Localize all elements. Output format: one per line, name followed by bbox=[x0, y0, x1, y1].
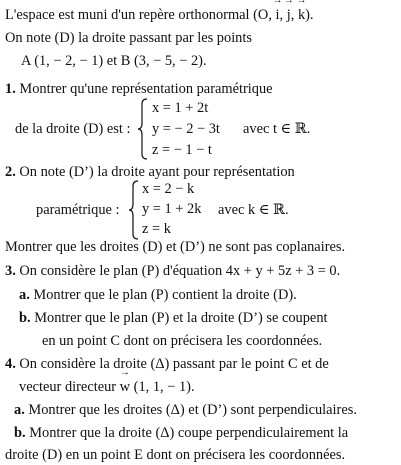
question-4-vector-coords: (1, 1, − 1). bbox=[130, 379, 195, 395]
vector-i: → i bbox=[276, 6, 280, 24]
intro-text: L'espace est muni d'un repère orthonormal (O, bbox=[5, 7, 276, 23]
question-4-text: On considère la droite (Δ) passant par le point C et de bbox=[15, 356, 329, 372]
question-2-line-1 bbox=[5, 163, 295, 181]
question-4-number: 4. bbox=[5, 356, 16, 372]
system-1-eq-y: y = − 2 − 3t bbox=[152, 121, 220, 137]
system-brace-1 bbox=[138, 98, 148, 160]
question-2-number: 2. bbox=[5, 164, 16, 180]
system-2-eq-z: z = k bbox=[142, 221, 171, 237]
question-3b-line-1 bbox=[19, 309, 328, 327]
question-3a-label: a. bbox=[19, 287, 30, 303]
question-4b-line-1 bbox=[14, 424, 348, 442]
intro-line-2: On note (D) la droite passant par les points bbox=[5, 30, 252, 46]
separator: , bbox=[279, 7, 287, 23]
question-3b-label: b. bbox=[19, 310, 31, 326]
system-2-eq-y: y = 1 + 2k bbox=[142, 201, 202, 217]
question-4a-label: a. bbox=[14, 402, 25, 418]
vector-j: → j bbox=[287, 6, 291, 24]
question-3-line-1 bbox=[5, 262, 340, 280]
question-3b-text: Montrer que le plan (P) et la droite (D’) se coupent bbox=[30, 310, 328, 326]
question-2-line-2: paramétrique : bbox=[36, 202, 120, 218]
intro-suffix: ). bbox=[305, 7, 314, 23]
question-4b-line-2: droite (D) en un point E dont on précisera les coordonnées. bbox=[5, 447, 346, 463]
intro-line-3: A (1, − 2, − 1) et B (3, − 5, − 2). bbox=[21, 53, 207, 69]
system-2-parameter: avec k ∈ ℝ. bbox=[218, 202, 289, 218]
system-brace-2 bbox=[129, 180, 139, 240]
question-4-vector-text: vecteur directeur bbox=[19, 379, 120, 395]
separator: , bbox=[290, 7, 298, 23]
question-1-text: Montrer qu'une représentation paramétrique bbox=[15, 81, 273, 97]
question-4b-label: b. bbox=[14, 425, 26, 441]
question-2-line-3: Montrer que les droites (D) et (D’) ne sont pas coplanaires. bbox=[5, 239, 346, 255]
question-4-line-1 bbox=[5, 355, 329, 373]
system-2-eq-x: x = 2 − k bbox=[142, 181, 195, 197]
question-1-line-2: de la droite (D) est : bbox=[15, 121, 131, 137]
question-3a-text: Montrer que le plan (P) contient la droite (D). bbox=[29, 287, 297, 303]
question-2-text: On note (D’) la droite ayant pour représentation bbox=[15, 164, 295, 180]
question-3-number: 3. bbox=[5, 263, 16, 279]
question-4-line-2 bbox=[19, 378, 195, 396]
question-3b-line-2: en un point C dont on précisera les coordonnées. bbox=[42, 333, 323, 349]
vector-k: → k bbox=[298, 6, 305, 24]
vector-w: → w bbox=[120, 378, 130, 396]
question-1-line-1 bbox=[5, 80, 273, 98]
system-1-parameter: avec t ∈ ℝ. bbox=[243, 121, 311, 137]
question-4a bbox=[14, 401, 357, 419]
system-1-eq-z: z = − 1 − t bbox=[152, 142, 212, 158]
intro-line-1 bbox=[5, 6, 314, 24]
question-3a bbox=[19, 286, 297, 304]
question-4a-text: Montrer que les droites (Δ) et (D’) sont perpendiculaires. bbox=[24, 402, 357, 418]
system-1-eq-x: x = 1 + 2t bbox=[152, 100, 209, 116]
question-3-text: On considère le plan (P) d'équation 4x + y + 5z + 3 = 0. bbox=[15, 263, 341, 279]
question-4b-text: Montrer que la droite (Δ) coupe perpendiculairement la bbox=[25, 425, 349, 441]
question-1-number: 1. bbox=[5, 81, 16, 97]
